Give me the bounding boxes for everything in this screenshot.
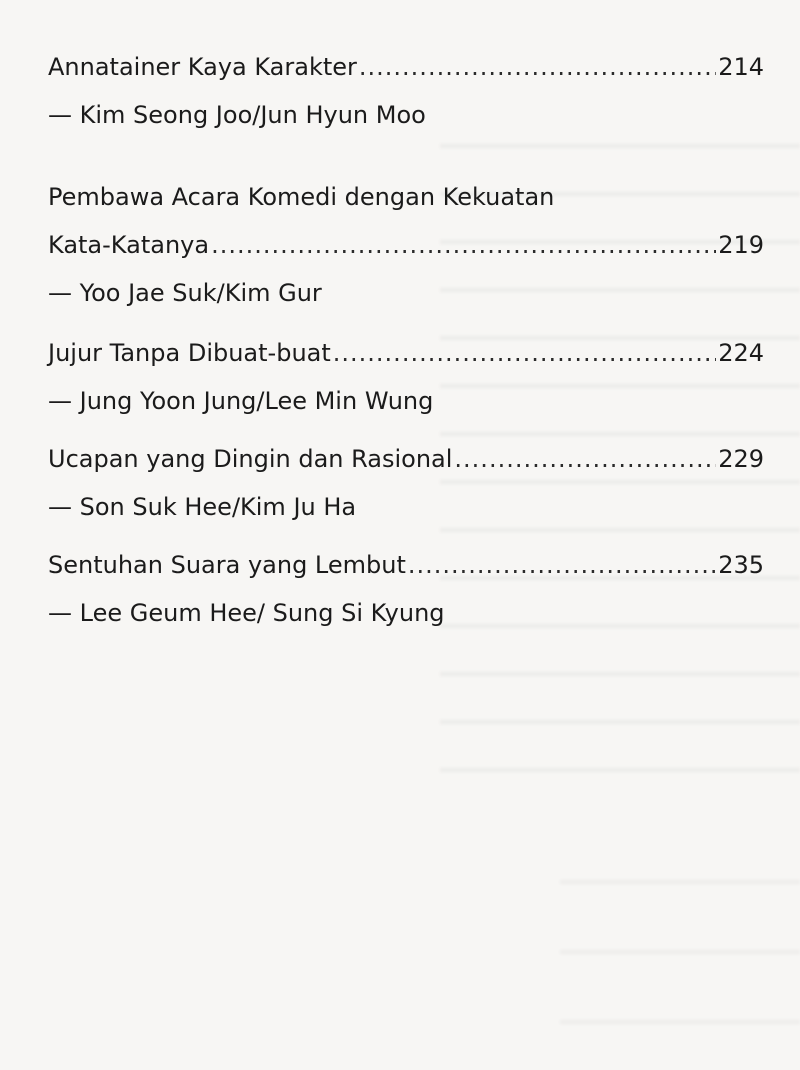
- toc-entry-line: [48, 52, 764, 82]
- toc-page-number: 224: [718, 339, 764, 367]
- toc-entry-author: — Jung Yoon Jung/Lee Min Wung: [48, 387, 434, 415]
- dot-leader: [408, 550, 716, 580]
- dot-leader: [454, 444, 716, 474]
- toc-entry-author: — Son Suk Hee/Kim Ju Ha: [48, 493, 357, 521]
- toc-page-number: 219: [718, 231, 764, 259]
- toc-page-number: 235: [718, 551, 764, 579]
- toc-entry: [48, 52, 764, 130]
- toc-entry: [48, 338, 764, 416]
- toc-entry-title: Jujur Tanpa Dibuat-buat: [48, 339, 331, 367]
- toc-entry-title-first-line: Pembawa Acara Komedi dengan Kekuatan: [48, 183, 555, 211]
- toc-entry-line: [48, 338, 764, 368]
- toc-entry-title: Kata-Katanya: [48, 231, 210, 259]
- toc-entry: [48, 182, 764, 308]
- toc-entry-author: — Yoo Jae Suk/Kim Gur: [48, 279, 322, 307]
- toc-page-number: 229: [718, 445, 764, 473]
- toc-entry-line: [48, 444, 764, 474]
- toc-entry-author: — Lee Geum Hee/ Sung Si Kyung: [48, 599, 445, 627]
- toc-page-number: 214: [718, 53, 764, 81]
- dot-leader: [211, 230, 716, 260]
- toc-entry-line: [48, 230, 764, 260]
- toc-entry-line: [48, 550, 764, 580]
- toc-entry: [48, 550, 764, 628]
- toc-entry: [48, 444, 764, 522]
- reverse-page-bleed-through-lower: [560, 840, 800, 1070]
- toc-entry-title: Ucapan yang Dingin dan Rasional: [48, 445, 453, 473]
- toc-entry-title: Annatainer Kaya Karakter: [48, 53, 357, 81]
- toc-entry-title: Sentuhan Suara yang Lembut: [48, 551, 406, 579]
- dot-leader: [333, 338, 716, 368]
- toc-entry-author: — Kim Seong Joo/Jun Hyun Moo: [48, 101, 426, 129]
- dot-leader: [359, 52, 716, 82]
